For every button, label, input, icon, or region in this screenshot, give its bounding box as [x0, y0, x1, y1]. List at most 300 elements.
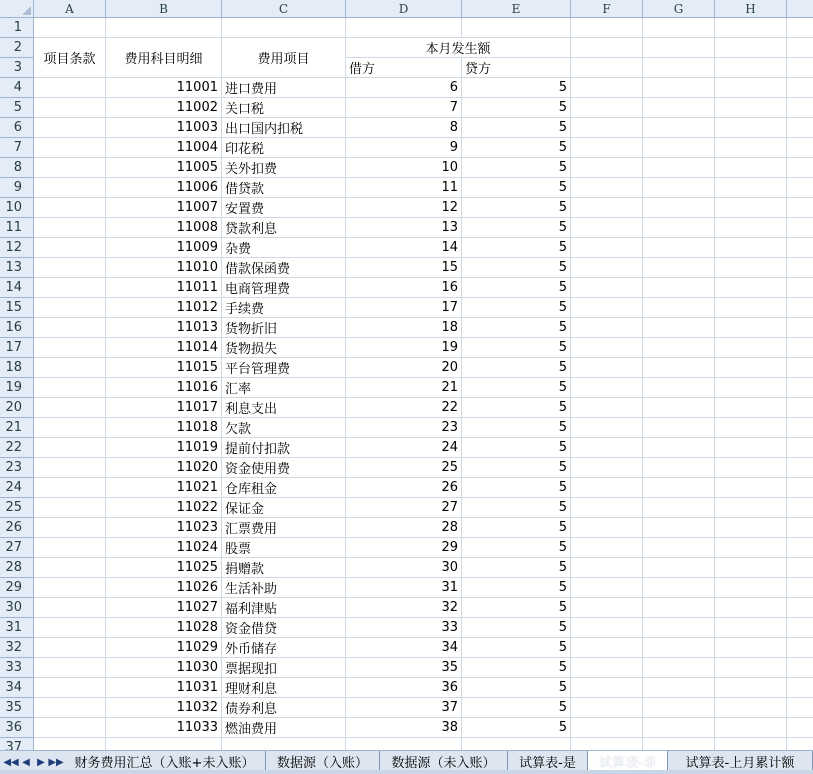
- cell[interactable]: [787, 158, 813, 178]
- cell[interactable]: [34, 538, 106, 558]
- header-item-count[interactable]: 项目条款: [34, 38, 106, 78]
- cell[interactable]: [34, 738, 106, 750]
- cell[interactable]: [787, 678, 813, 698]
- cell[interactable]: [787, 278, 813, 298]
- sheet-tab[interactable]: 财务费用汇总（入账+未入账）: [64, 751, 266, 771]
- cell-credit[interactable]: 5: [462, 718, 571, 738]
- cell-credit[interactable]: 5: [462, 178, 571, 198]
- cell[interactable]: [643, 218, 715, 238]
- cell-item-name[interactable]: 汇票费用: [222, 518, 346, 538]
- cell[interactable]: [571, 598, 643, 618]
- cell-credit[interactable]: 5: [462, 238, 571, 258]
- cell-debit[interactable]: 14: [346, 238, 462, 258]
- cell[interactable]: [787, 478, 813, 498]
- cell-debit[interactable]: 25: [346, 458, 462, 478]
- row-header[interactable]: 2: [0, 38, 34, 58]
- cell[interactable]: [346, 738, 462, 750]
- cell[interactable]: [643, 78, 715, 98]
- cell[interactable]: [34, 198, 106, 218]
- cell-code[interactable]: 11012: [106, 298, 222, 318]
- cell-debit[interactable]: 20: [346, 358, 462, 378]
- cell-code[interactable]: 11005: [106, 158, 222, 178]
- cell[interactable]: [643, 578, 715, 598]
- cell[interactable]: [643, 138, 715, 158]
- cell-item-name[interactable]: 保证金: [222, 498, 346, 518]
- row-header[interactable]: 13: [0, 258, 34, 278]
- cell-debit[interactable]: 12: [346, 198, 462, 218]
- row-header[interactable]: 14: [0, 278, 34, 298]
- cell-debit[interactable]: 28: [346, 518, 462, 538]
- cell-debit[interactable]: 21: [346, 378, 462, 398]
- cell[interactable]: [643, 478, 715, 498]
- cell[interactable]: [34, 718, 106, 738]
- cell-debit[interactable]: 29: [346, 538, 462, 558]
- cell[interactable]: [643, 358, 715, 378]
- cell-item-name[interactable]: 资金使用费: [222, 458, 346, 478]
- cell[interactable]: [643, 438, 715, 458]
- cell[interactable]: [787, 618, 813, 638]
- row-header[interactable]: 11: [0, 218, 34, 238]
- row-header[interactable]: 32: [0, 638, 34, 658]
- cell[interactable]: [715, 338, 787, 358]
- header-month-amount[interactable]: 本月发生额: [346, 38, 571, 58]
- cell[interactable]: [571, 298, 643, 318]
- cell[interactable]: [715, 438, 787, 458]
- cell-item-name[interactable]: 贷款利息: [222, 218, 346, 238]
- cell-credit[interactable]: 5: [462, 258, 571, 278]
- sheet-tab[interactable]: 数据源（未入账）: [380, 751, 508, 771]
- cell[interactable]: [643, 458, 715, 478]
- cell[interactable]: [643, 718, 715, 738]
- row-header[interactable]: 25: [0, 498, 34, 518]
- cell-code[interactable]: 11026: [106, 578, 222, 598]
- cell-code[interactable]: 11031: [106, 678, 222, 698]
- row-header[interactable]: 26: [0, 518, 34, 538]
- cell[interactable]: [571, 518, 643, 538]
- cell[interactable]: [787, 698, 813, 718]
- cell[interactable]: [643, 98, 715, 118]
- cell-code[interactable]: 11009: [106, 238, 222, 258]
- cell-item-name[interactable]: 借款保函费: [222, 258, 346, 278]
- cell[interactable]: [643, 678, 715, 698]
- cell[interactable]: [715, 138, 787, 158]
- cell-debit[interactable]: 7: [346, 98, 462, 118]
- cell-item-name[interactable]: 债券利息: [222, 698, 346, 718]
- cell[interactable]: [571, 278, 643, 298]
- cell[interactable]: [571, 178, 643, 198]
- cell-code[interactable]: 11013: [106, 318, 222, 338]
- cell[interactable]: [715, 538, 787, 558]
- cell[interactable]: [715, 698, 787, 718]
- cell-debit[interactable]: 26: [346, 478, 462, 498]
- cell-code[interactable]: 11014: [106, 338, 222, 358]
- cell[interactable]: [34, 358, 106, 378]
- cell[interactable]: [34, 638, 106, 658]
- cell[interactable]: [34, 278, 106, 298]
- cell-item-name[interactable]: 借贷款: [222, 178, 346, 198]
- cell-debit[interactable]: 38: [346, 718, 462, 738]
- cell-credit[interactable]: 5: [462, 498, 571, 518]
- cell[interactable]: [643, 378, 715, 398]
- cell[interactable]: [571, 718, 643, 738]
- cell-item-name[interactable]: 安置费: [222, 198, 346, 218]
- cell[interactable]: [34, 118, 106, 138]
- cell-credit[interactable]: 5: [462, 478, 571, 498]
- column-header-e[interactable]: E: [462, 0, 571, 18]
- row-header[interactable]: 28: [0, 558, 34, 578]
- cell-credit[interactable]: 5: [462, 338, 571, 358]
- cell-credit[interactable]: 5: [462, 418, 571, 438]
- cell[interactable]: [715, 618, 787, 638]
- cell[interactable]: [571, 458, 643, 478]
- cell[interactable]: [787, 18, 813, 38]
- cell-item-name[interactable]: 燃油费用: [222, 718, 346, 738]
- cell[interactable]: [787, 398, 813, 418]
- cell[interactable]: [34, 178, 106, 198]
- sheet-tab[interactable]: 试算表-上月累计额: [668, 751, 813, 771]
- cell[interactable]: [346, 18, 462, 38]
- row-header[interactable]: 1: [0, 18, 34, 38]
- cell[interactable]: [643, 238, 715, 258]
- cell-code[interactable]: 11032: [106, 698, 222, 718]
- cell[interactable]: [643, 638, 715, 658]
- cell-debit[interactable]: 32: [346, 598, 462, 618]
- row-header[interactable]: 35: [0, 698, 34, 718]
- header-credit[interactable]: 贷方: [462, 58, 571, 78]
- row-header[interactable]: 34: [0, 678, 34, 698]
- cell[interactable]: [571, 198, 643, 218]
- cell[interactable]: [715, 518, 787, 538]
- sheet-tab[interactable]: 数据源（入账）: [266, 751, 380, 771]
- cell-debit[interactable]: 19: [346, 338, 462, 358]
- sheet-tab[interactable]: 试算表-是: [508, 751, 588, 771]
- row-header[interactable]: 31: [0, 618, 34, 638]
- row-header[interactable]: 33: [0, 658, 34, 678]
- row-header[interactable]: 4: [0, 78, 34, 98]
- cell-debit[interactable]: 31: [346, 578, 462, 598]
- cell[interactable]: [34, 678, 106, 698]
- cell[interactable]: [643, 418, 715, 438]
- row-header[interactable]: 3: [0, 58, 34, 78]
- cell[interactable]: [34, 298, 106, 318]
- cell[interactable]: [643, 158, 715, 178]
- cell[interactable]: [787, 218, 813, 238]
- cell-credit[interactable]: 5: [462, 658, 571, 678]
- cell[interactable]: [787, 198, 813, 218]
- cell[interactable]: [787, 258, 813, 278]
- cell-item-name[interactable]: 关口税: [222, 98, 346, 118]
- cell-code[interactable]: 11016: [106, 378, 222, 398]
- cell[interactable]: [643, 398, 715, 418]
- cell-credit[interactable]: 5: [462, 158, 571, 178]
- cell-credit[interactable]: 5: [462, 298, 571, 318]
- cell[interactable]: [787, 298, 813, 318]
- cell-item-name[interactable]: 生活补助: [222, 578, 346, 598]
- cell[interactable]: [787, 558, 813, 578]
- column-header-d[interactable]: D: [346, 0, 462, 18]
- cell[interactable]: [571, 38, 643, 58]
- cell-debit[interactable]: 18: [346, 318, 462, 338]
- cell-code[interactable]: 11023: [106, 518, 222, 538]
- row-header[interactable]: 9: [0, 178, 34, 198]
- cell[interactable]: [715, 358, 787, 378]
- cell[interactable]: [571, 498, 643, 518]
- cell[interactable]: [571, 118, 643, 138]
- cell[interactable]: [787, 378, 813, 398]
- row-header[interactable]: 18: [0, 358, 34, 378]
- row-header[interactable]: 15: [0, 298, 34, 318]
- cell[interactable]: [34, 258, 106, 278]
- cell[interactable]: [715, 458, 787, 478]
- cell-code[interactable]: 11019: [106, 438, 222, 458]
- cell[interactable]: [715, 638, 787, 658]
- row-header[interactable]: 24: [0, 478, 34, 498]
- cell[interactable]: [643, 598, 715, 618]
- cell-code[interactable]: 11011: [106, 278, 222, 298]
- cell[interactable]: [715, 398, 787, 418]
- cell[interactable]: [715, 558, 787, 578]
- cell[interactable]: [571, 58, 643, 78]
- cell[interactable]: [715, 58, 787, 78]
- cell-credit[interactable]: 5: [462, 518, 571, 538]
- cell[interactable]: [715, 98, 787, 118]
- cell[interactable]: [571, 238, 643, 258]
- cell[interactable]: [34, 598, 106, 618]
- last-sheet-icon[interactable]: ▶▶: [48, 756, 64, 768]
- row-header[interactable]: 27: [0, 538, 34, 558]
- cell-item-name[interactable]: 出口国内扣税: [222, 118, 346, 138]
- cell[interactable]: [571, 218, 643, 238]
- cell[interactable]: [643, 38, 715, 58]
- cell[interactable]: [571, 338, 643, 358]
- cell-code[interactable]: 11003: [106, 118, 222, 138]
- column-header-f[interactable]: F: [571, 0, 643, 18]
- cell-code[interactable]: 11028: [106, 618, 222, 638]
- cell[interactable]: [715, 578, 787, 598]
- cell-credit[interactable]: 5: [462, 278, 571, 298]
- cell-debit[interactable]: 24: [346, 438, 462, 458]
- cell-credit[interactable]: 5: [462, 638, 571, 658]
- cell-credit[interactable]: 5: [462, 438, 571, 458]
- cell[interactable]: [787, 498, 813, 518]
- cell[interactable]: [715, 478, 787, 498]
- cell[interactable]: [34, 518, 106, 538]
- cell-item-name[interactable]: 关外扣费: [222, 158, 346, 178]
- cell[interactable]: [571, 358, 643, 378]
- cell-code[interactable]: 11029: [106, 638, 222, 658]
- cell[interactable]: [715, 178, 787, 198]
- cell[interactable]: [571, 578, 643, 598]
- cell[interactable]: [643, 658, 715, 678]
- cell-debit[interactable]: 9: [346, 138, 462, 158]
- cell[interactable]: [715, 498, 787, 518]
- cell[interactable]: [787, 38, 813, 58]
- cell[interactable]: [34, 398, 106, 418]
- cell[interactable]: [787, 738, 813, 750]
- cell[interactable]: [571, 558, 643, 578]
- cell[interactable]: [787, 598, 813, 618]
- cell-item-name[interactable]: 进口费用: [222, 78, 346, 98]
- cell[interactable]: [571, 738, 643, 750]
- cell-debit[interactable]: 23: [346, 418, 462, 438]
- cell[interactable]: [787, 358, 813, 378]
- cell[interactable]: [787, 118, 813, 138]
- cell[interactable]: [34, 558, 106, 578]
- sheet-tab[interactable]: 试算表-非: [588, 751, 668, 771]
- cell-credit[interactable]: 5: [462, 558, 571, 578]
- cell[interactable]: [715, 198, 787, 218]
- cell-code[interactable]: 11017: [106, 398, 222, 418]
- cell[interactable]: [787, 538, 813, 558]
- cell[interactable]: [715, 18, 787, 38]
- cell[interactable]: [34, 478, 106, 498]
- cell[interactable]: [715, 738, 787, 750]
- cell-item-name[interactable]: 提前付扣款: [222, 438, 346, 458]
- cell[interactable]: [643, 198, 715, 218]
- cell[interactable]: [222, 738, 346, 750]
- cell[interactable]: [34, 578, 106, 598]
- cell[interactable]: [715, 418, 787, 438]
- row-header[interactable]: 37: [0, 738, 34, 750]
- cell[interactable]: [571, 378, 643, 398]
- cell-code[interactable]: 11015: [106, 358, 222, 378]
- row-header[interactable]: 5: [0, 98, 34, 118]
- cell-credit[interactable]: 5: [462, 198, 571, 218]
- cell[interactable]: [643, 58, 715, 78]
- cell[interactable]: [787, 58, 813, 78]
- cell[interactable]: [34, 238, 106, 258]
- cell[interactable]: [571, 138, 643, 158]
- row-header[interactable]: 23: [0, 458, 34, 478]
- cell[interactable]: [643, 738, 715, 750]
- row-header[interactable]: 21: [0, 418, 34, 438]
- cell[interactable]: [787, 138, 813, 158]
- cell-code[interactable]: 11002: [106, 98, 222, 118]
- cell-credit[interactable]: 5: [462, 118, 571, 138]
- row-header[interactable]: 22: [0, 438, 34, 458]
- cell-credit[interactable]: 5: [462, 598, 571, 618]
- cell-code[interactable]: 11010: [106, 258, 222, 278]
- column-header-c[interactable]: C: [222, 0, 346, 18]
- cell-credit[interactable]: 5: [462, 138, 571, 158]
- cell-debit[interactable]: 8: [346, 118, 462, 138]
- cell[interactable]: [715, 118, 787, 138]
- cell[interactable]: [571, 318, 643, 338]
- cell[interactable]: [787, 438, 813, 458]
- cell-code[interactable]: 11018: [106, 418, 222, 438]
- cell[interactable]: [571, 98, 643, 118]
- cell[interactable]: [715, 658, 787, 678]
- column-header-h[interactable]: H: [715, 0, 787, 18]
- cell-code[interactable]: 11020: [106, 458, 222, 478]
- cell-item-name[interactable]: 股票: [222, 538, 346, 558]
- cell[interactable]: [715, 718, 787, 738]
- cell[interactable]: [787, 638, 813, 658]
- cell[interactable]: [715, 38, 787, 58]
- cell-item-name[interactable]: 理财利息: [222, 678, 346, 698]
- cell[interactable]: [643, 318, 715, 338]
- cell-debit[interactable]: 17: [346, 298, 462, 318]
- cell[interactable]: [462, 18, 571, 38]
- cell[interactable]: [34, 218, 106, 238]
- row-header[interactable]: 7: [0, 138, 34, 158]
- cell-debit[interactable]: 30: [346, 558, 462, 578]
- cell-item-name[interactable]: 平台管理费: [222, 358, 346, 378]
- cell[interactable]: [787, 458, 813, 478]
- cell-code[interactable]: 11030: [106, 658, 222, 678]
- cell-credit[interactable]: 5: [462, 618, 571, 638]
- cell[interactable]: [106, 18, 222, 38]
- cell[interactable]: [34, 318, 106, 338]
- cell-code[interactable]: 11025: [106, 558, 222, 578]
- row-header[interactable]: 8: [0, 158, 34, 178]
- select-all-corner[interactable]: [0, 0, 34, 18]
- cell-item-name[interactable]: 手续费: [222, 298, 346, 318]
- cell[interactable]: [643, 338, 715, 358]
- cell[interactable]: [34, 458, 106, 478]
- cell-credit[interactable]: 5: [462, 218, 571, 238]
- cell-credit[interactable]: 5: [462, 458, 571, 478]
- cell-debit[interactable]: 15: [346, 258, 462, 278]
- header-detail[interactable]: 费用科目明细: [106, 38, 222, 78]
- cell[interactable]: [715, 238, 787, 258]
- cell-item-name[interactable]: 欠款: [222, 418, 346, 438]
- cell-debit[interactable]: 34: [346, 638, 462, 658]
- cell-code[interactable]: 11033: [106, 718, 222, 738]
- cell[interactable]: [643, 18, 715, 38]
- cell[interactable]: [34, 418, 106, 438]
- column-header-b[interactable]: B: [106, 0, 222, 18]
- cell-item-name[interactable]: 杂费: [222, 238, 346, 258]
- cell[interactable]: [34, 658, 106, 678]
- cell[interactable]: [787, 658, 813, 678]
- cell[interactable]: [34, 498, 106, 518]
- cell[interactable]: [643, 298, 715, 318]
- cell-credit[interactable]: 5: [462, 378, 571, 398]
- cell-debit[interactable]: 13: [346, 218, 462, 238]
- cell[interactable]: [715, 278, 787, 298]
- cell[interactable]: [715, 158, 787, 178]
- cell-debit[interactable]: 10: [346, 158, 462, 178]
- cell-item-name[interactable]: 福利津贴: [222, 598, 346, 618]
- cell-code[interactable]: 11024: [106, 538, 222, 558]
- cell-item-name[interactable]: 利息支出: [222, 398, 346, 418]
- cell[interactable]: [643, 258, 715, 278]
- cell[interactable]: [643, 698, 715, 718]
- cell[interactable]: [571, 158, 643, 178]
- cell[interactable]: [571, 698, 643, 718]
- cell[interactable]: [787, 518, 813, 538]
- row-header[interactable]: 30: [0, 598, 34, 618]
- cell-code[interactable]: 11001: [106, 78, 222, 98]
- cell[interactable]: [571, 398, 643, 418]
- cell-code[interactable]: 11008: [106, 218, 222, 238]
- cell-credit[interactable]: 5: [462, 398, 571, 418]
- next-sheet-icon[interactable]: ▶: [37, 756, 45, 768]
- cell-item-name[interactable]: 货物折旧: [222, 318, 346, 338]
- cell-code[interactable]: 11027: [106, 598, 222, 618]
- column-header-extra[interactable]: [787, 0, 813, 18]
- cell-item-name[interactable]: 货物损失: [222, 338, 346, 358]
- cell-item-name[interactable]: 资金借贷: [222, 618, 346, 638]
- cell-item-name[interactable]: 仓库租金: [222, 478, 346, 498]
- cell[interactable]: [787, 718, 813, 738]
- cell[interactable]: [787, 238, 813, 258]
- cell-code[interactable]: 11006: [106, 178, 222, 198]
- cell[interactable]: [715, 378, 787, 398]
- cell-code[interactable]: 11007: [106, 198, 222, 218]
- cell[interactable]: [571, 258, 643, 278]
